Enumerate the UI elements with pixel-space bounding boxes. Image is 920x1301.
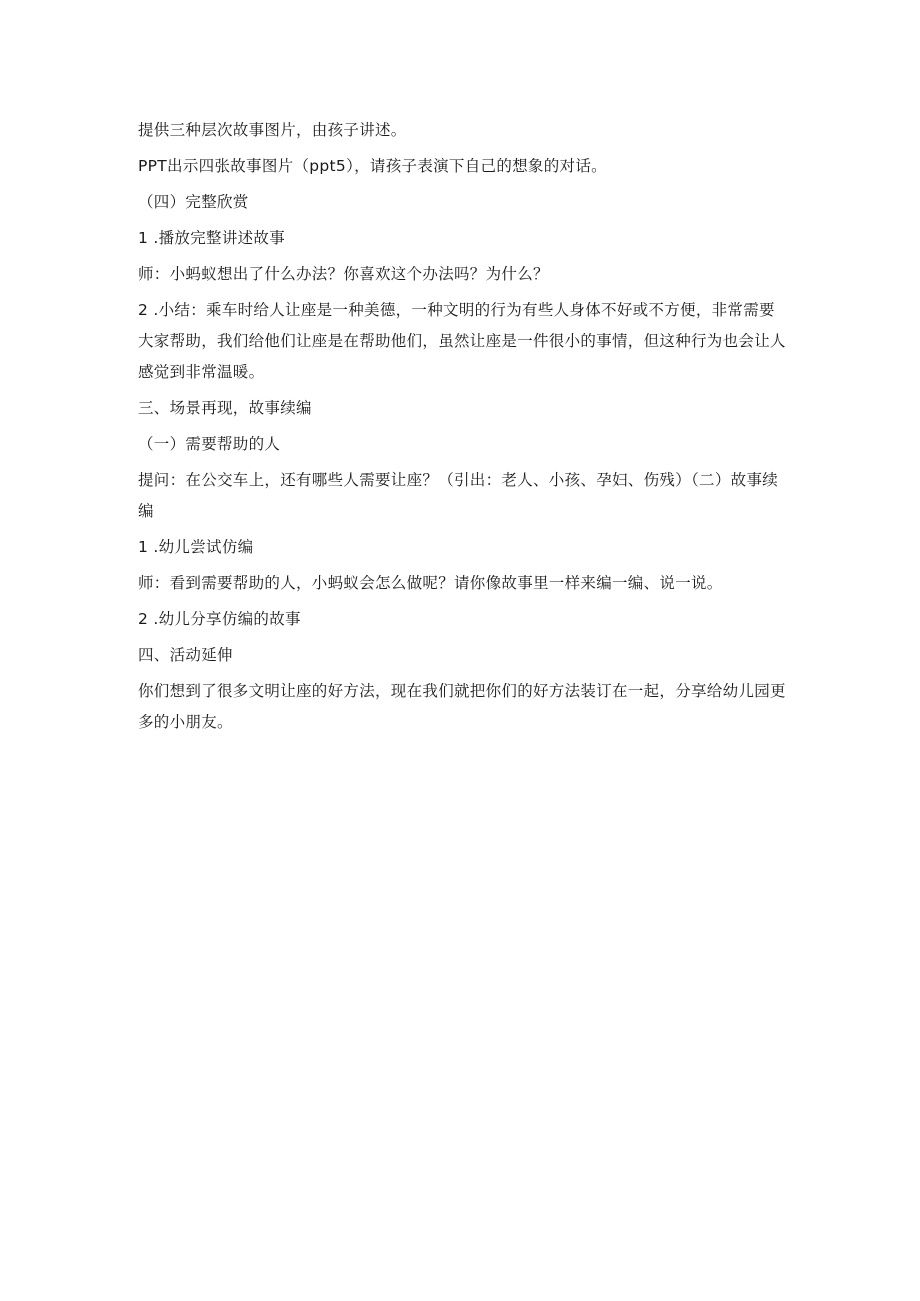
paragraph-closing: 你们想到了很多文明让座的好方法，现在我们就把你们的好方法装订在一起，分享给幼儿园更多的小朋友。: [138, 682, 786, 731]
list-item-play-story: 1 .播放完整讲述故事: [138, 229, 286, 247]
list-item-share-story: 2 .幼儿分享仿编的故事: [138, 610, 301, 628]
paragraph-teacher-prompt: 师：看到需要帮助的人，小蚂蚁会怎么做呢？请你像故事里一样来编一编、说一说。: [138, 574, 723, 592]
paragraph-ppt-dialogue: PPT出示四张故事图片（ppt5），请孩子表演下自己的想象的对话。: [138, 157, 607, 175]
section-heading-scene-reproduction: 三、场景再现，故事续编: [138, 399, 312, 417]
section-heading-activity-extension: 四、活动延伸: [138, 646, 233, 664]
paragraph-story-pictures: 提供三种层次故事图片，由孩子讲述。: [138, 121, 407, 139]
list-item-imitate-story: 1 .幼儿尝试仿编: [138, 538, 254, 556]
section-heading-complete-appreciation: （四）完整欣赏: [138, 193, 249, 211]
document-body: [138, 115, 788, 743]
subsection-heading-people-needing-help: （一）需要帮助的人: [138, 435, 281, 453]
paragraph-teacher-question: 师：小蚂蚁想出了什么办法？你喜欢这个办法吗？为什么？: [138, 265, 549, 283]
paragraph-question-bus: 提问：在公交车上，还有哪些人需要让座？（引出：老人、小孩、孕妇、伤残）（二）故事续编: [138, 471, 779, 520]
list-item-summary: 2 .小结：乘车时给人让座是一种美德，一种文明的行为有些人身体不好或不方便，非常需要大家帮助，我们给他们让座是在帮助他们，虽然让座是一件很小的事情，但这种行为也会让人感觉到非常温暖。: [138, 301, 786, 381]
